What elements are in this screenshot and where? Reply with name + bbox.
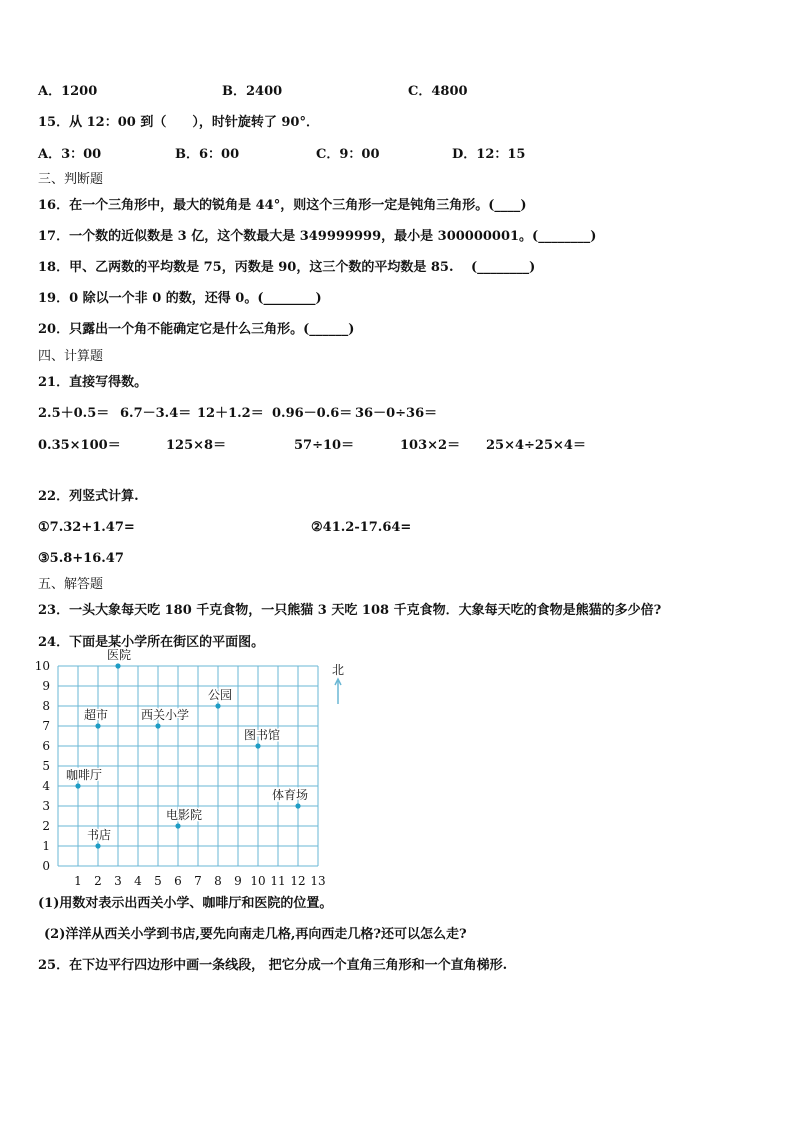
q24-sub2: (2)洋洋从西关小学到书店,要先向南走几格,再向西走几格?还可以怎么走?	[44, 927, 467, 942]
q15-option-c: C．9：00	[316, 147, 380, 162]
q20-text: 20．只露出一个角不能确定它是什么三角形。(______)	[38, 322, 355, 337]
q18-text: 18．甲、乙两数的平均数是 75，丙数是 90，这三个数的平均数是 85. (________)	[38, 260, 536, 275]
x-tick-label: 2	[94, 874, 102, 888]
q21-row2-item: 57÷10＝	[294, 438, 355, 453]
y-tick-label: 3	[42, 799, 50, 813]
map-point	[115, 663, 120, 668]
y-tick-label: 0	[42, 859, 50, 873]
y-tick-label: 8	[42, 699, 50, 713]
map-point	[95, 723, 100, 728]
map-point-label: 超市	[83, 708, 109, 722]
q15-text: 15．从 12：00 到（ ），时针旋转了 90°．	[38, 115, 319, 130]
section-3-title: 三、判断题	[38, 172, 104, 187]
q21-row1-item: 6.7－3.4＝	[120, 406, 192, 421]
y-tick-label: 7	[42, 719, 50, 733]
map-point-label: 书店	[86, 828, 112, 842]
q21-row1-item: 2.5＋0.5＝	[38, 406, 110, 421]
x-tick-label: 5	[154, 874, 162, 888]
x-tick-label: 4	[134, 874, 142, 888]
x-tick-label: 6	[174, 874, 182, 888]
q22-item-3: ③5.8+16.47	[38, 551, 124, 566]
y-tick-label: 2	[42, 819, 50, 833]
q21-row1-item: 0.96－0.6＝	[272, 406, 353, 421]
x-tick-label: 12	[290, 874, 306, 888]
street-map-grid	[30, 648, 360, 890]
map-point	[75, 783, 80, 788]
q14-option-c: C．4800	[408, 84, 468, 99]
map-point-label: 公园	[207, 688, 233, 702]
north-label: 北	[331, 663, 345, 677]
section-5-title: 五、解答题	[38, 577, 104, 592]
y-tick-label: 10	[34, 659, 50, 673]
q21-row2-item: 25×4÷25×4＝	[486, 438, 586, 453]
x-tick-label: 9	[234, 874, 242, 888]
map-point-label: 咖啡厅	[65, 768, 103, 782]
q22-item-2: ②41.2-17.64=	[311, 520, 412, 535]
q21-text: 21．直接写得数。	[38, 375, 148, 390]
q16-text: 16．在一个三角形中，最大的锐角是 44°，则这个三角形一定是钝角三角形。(____)	[38, 198, 527, 213]
x-tick-label: 13	[310, 874, 326, 888]
q21-row1-item: 12＋1.2＝	[197, 406, 264, 421]
q23-text: 23．一头大象每天吃 180 千克食物，一只熊猫 3 天吃 108 千克食物．大象每天吃的食物是熊猫的多少倍?	[38, 603, 662, 618]
map-point-label: 图书馆	[243, 728, 281, 742]
map-point-label: 电影院	[165, 808, 203, 822]
y-tick-label: 6	[42, 739, 50, 753]
x-tick-label: 8	[214, 874, 222, 888]
map-point	[95, 843, 100, 848]
q24-text: 24．下面是某小学所在街区的平面图。	[38, 635, 265, 650]
map-point-label: 体育场	[271, 788, 309, 802]
x-tick-label: 11	[270, 874, 286, 888]
q15-option-b: B．6：00	[175, 147, 240, 162]
x-tick-label: 10	[250, 874, 266, 888]
q22-text: 22．列竖式计算.	[38, 489, 139, 504]
y-tick-label: 1	[42, 839, 50, 853]
map-point	[155, 723, 160, 728]
y-tick-label: 5	[42, 759, 50, 773]
q15-option-d: D．12：15	[452, 147, 526, 162]
map-point	[215, 703, 220, 708]
map-point	[295, 803, 300, 808]
q15-option-a: A．3：00	[38, 147, 102, 162]
map-point	[255, 743, 260, 748]
x-tick-label: 3	[114, 874, 122, 888]
q14-option-b: B．2400	[222, 84, 283, 99]
q22-item-1: ①7.32+1.47=	[38, 520, 135, 535]
y-tick-label: 4	[42, 779, 50, 793]
map-point-label: 医院	[106, 648, 132, 662]
q14-option-a: A．1200	[38, 84, 98, 99]
map-point	[175, 823, 180, 828]
map-point-label: 西关小学	[140, 708, 190, 722]
x-tick-label: 1	[74, 874, 82, 888]
x-tick-label: 7	[194, 874, 202, 888]
q25-text: 25．在下边平行四边形中画一条线段， 把它分成一个直角三角形和一个直角梯形.	[38, 958, 508, 973]
q21-row1-item: 36－0÷36＝	[355, 406, 438, 421]
q21-row2-item: 125×8＝	[166, 438, 227, 453]
q21-row2-item: 103×2＝	[400, 438, 461, 453]
q21-row2-item: 0.35×100＝	[38, 438, 121, 453]
q24-sub1: (1)用数对表示出西关小学、咖啡厅和医院的位置。	[38, 896, 333, 911]
section-4-title: 四、计算题	[38, 349, 104, 364]
y-tick-label: 9	[42, 679, 50, 693]
q17-text: 17．一个数的近似数是 3 亿，这个数最大是 349999999，最小是 300000001。(________)	[38, 229, 597, 244]
q19-text: 19．0 除以一个非 0 的数，还得 0。(________)	[38, 291, 322, 306]
